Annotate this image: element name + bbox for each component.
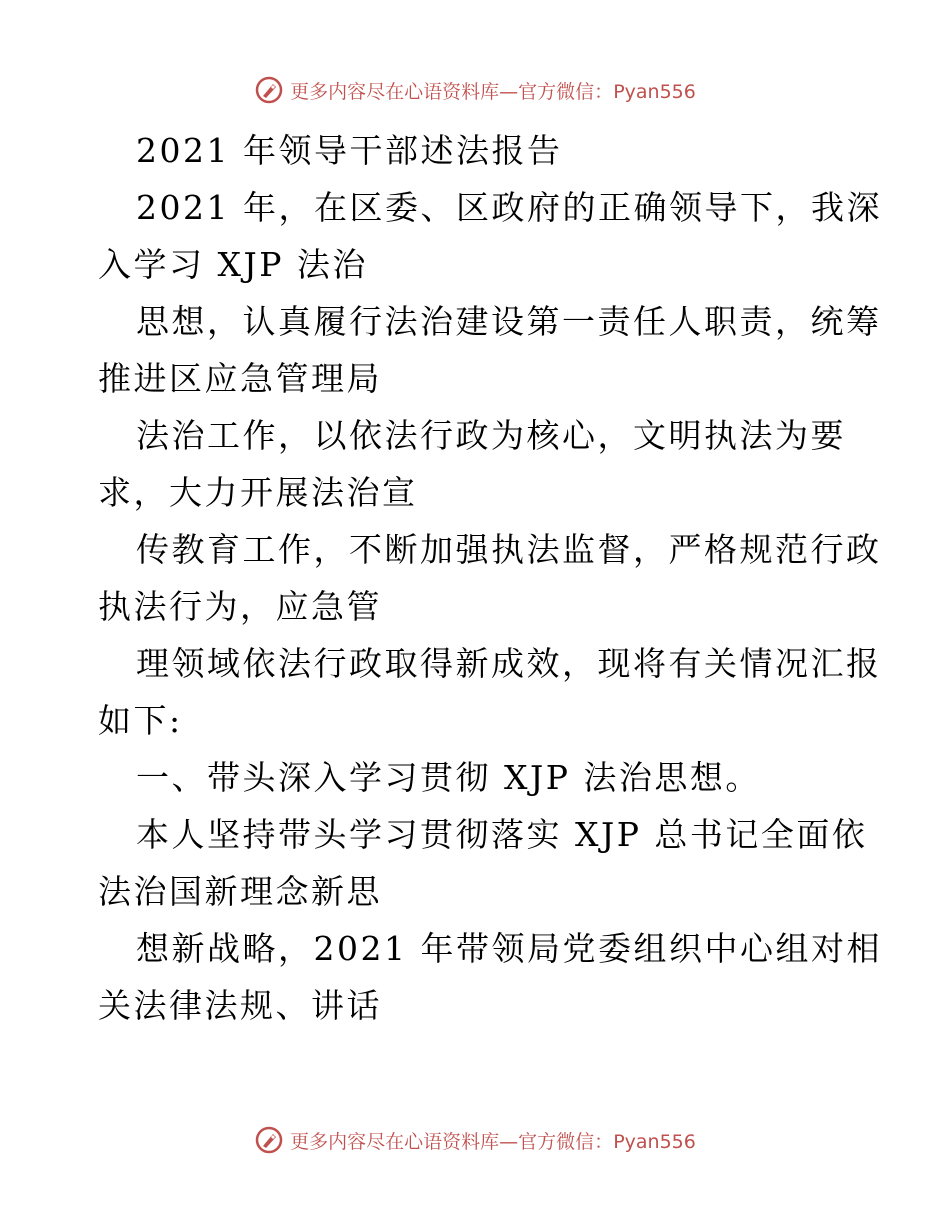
document-line: 关法律法规、讲话 [98, 986, 382, 1025]
watermark-label: 官方微信： [518, 1130, 614, 1153]
document-line: 本人坚持带头学习贯彻落实 XJP 总书记全面依 [136, 815, 868, 854]
document-body [98, 122, 882, 1034]
document-line: 2021 年，在区委、区政府的正确领导下，我深 [136, 188, 882, 227]
watermark-account: Pyan556 [613, 1130, 696, 1153]
watermark-separator: — [499, 1130, 519, 1153]
footer-watermark [0, 1120, 950, 1160]
document-line: 2021 年领导干部述法报告 [136, 131, 563, 170]
document-line: 入学习 XJP 法治 [98, 245, 368, 284]
watermark-site-text: 更多内容尽在心语资料库 [290, 80, 500, 103]
pen-nib-circle-icon [254, 1125, 284, 1155]
document-line: 推进区应急管理局 [98, 359, 382, 398]
header-watermark [0, 70, 950, 110]
document-line: 思想，认真履行法治建设第一责任人职责，统筹 [136, 302, 882, 341]
watermark-text [290, 1127, 696, 1154]
document-line: 法治工作，以依法行政为核心，文明执法为要 [136, 416, 846, 455]
pen-nib-circle-icon [254, 75, 284, 105]
document-line: 求，大力开展法治宣 [98, 473, 418, 512]
watermark-label: 官方微信： [518, 80, 614, 103]
document-line: 法治国新理念新思 [98, 872, 382, 911]
watermark-text [290, 77, 696, 104]
watermark-site-text: 更多内容尽在心语资料库 [290, 1130, 500, 1153]
document-line: 执法行为，应急管 [98, 587, 382, 626]
document-line: 如下: [98, 701, 183, 740]
document-line: 传教育工作，不断加强执法监督，严格规范行政 [136, 530, 882, 569]
watermark-separator: — [499, 80, 519, 103]
document-line: 想新战略，2021 年带领局党委组织中心组对相 [136, 929, 882, 968]
document-line: 理领域依法行政取得新成效，现将有关情况汇报 [136, 644, 882, 683]
document-line: 一、带头深入学习贯彻 XJP 法治思想。 [136, 758, 761, 797]
watermark-account: Pyan556 [613, 80, 696, 103]
